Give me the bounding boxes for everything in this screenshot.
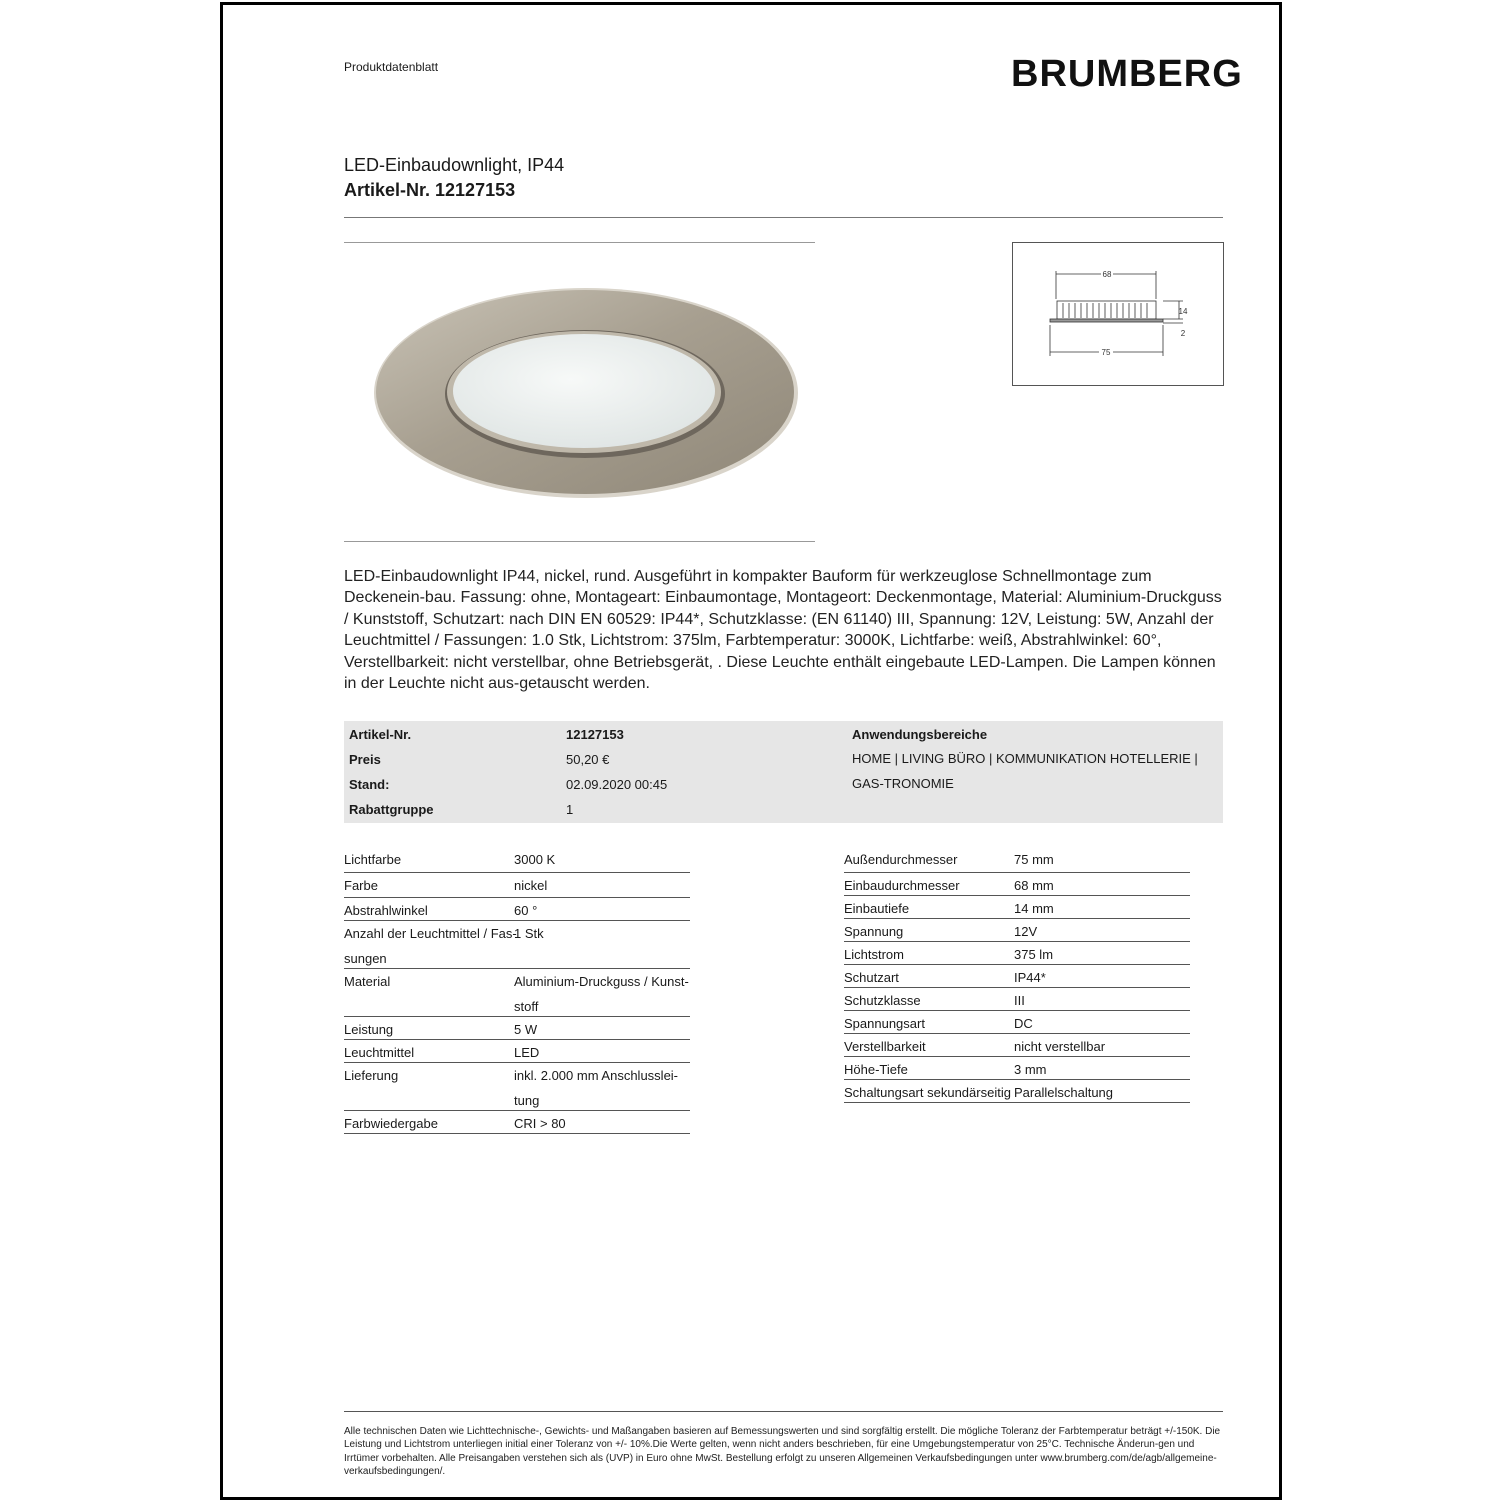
header-divider <box>344 217 1223 218</box>
spec-key: Farbwiedergabe <box>344 1116 438 1131</box>
info-value-article: 12127153 <box>566 727 624 742</box>
product-photo <box>363 280 803 512</box>
spec-value: 60 ° <box>514 903 538 918</box>
spec-value: Parallelschaltung <box>1014 1085 1114 1100</box>
spec-key: Lichtstrom <box>844 947 904 962</box>
info-label-article: Artikel-Nr. <box>349 727 412 742</box>
info-value-date: 02.09.2020 00:45 <box>566 777 668 792</box>
spec-key: Schutzart <box>844 970 899 985</box>
spec-value: 68 mm <box>1014 878 1054 893</box>
info-value-discount: 1 <box>566 802 574 817</box>
spec-key: Spannung <box>844 924 904 939</box>
spec-value: DC <box>1014 1016 1033 1031</box>
spec-row <box>344 847 690 873</box>
spec-key: Schaltungsart sekundärseitig <box>844 1085 1011 1100</box>
spec-row <box>344 1063 690 1111</box>
spec-row <box>344 1040 690 1063</box>
footer-disclaimer: Alle technischen Daten wie Lichttechnische-, Gewichts- und Maßangaben basieren auf Bemessungswerten und sind sorgfältig erstellt. Die mögliche Toleranz der Farbtemperatur beträgt +/-150K. Die Leistung und Lichtstrom unterliegen initial einer Toleranz von +/- 10%.Die Werte gelten, wenn nicht anders beschrieben, für eine Umgebungstemperatur von 25°C. Technische Änderun-gen und Irrtümer vorbehalten. Alle Preisangaben verstehen sich als (UVP) in Euro ohne MwSt. Bestellung erfolgt zu unseren Allgemeinen Verkaufsbedingungen unter www.brumberg.com/de/agb/allgemeine-verkaufsbedingungen/. <box>344 1426 1221 1477</box>
footer-divider <box>344 1411 1223 1412</box>
spec-row <box>844 896 1190 919</box>
spec-row <box>344 873 690 898</box>
spec-value: CRI > 80 <box>514 1116 566 1131</box>
dim-label-bottom: 75 <box>1101 348 1111 357</box>
spec-key: Abstrahlwinkel <box>344 903 428 918</box>
spec-row <box>344 898 690 921</box>
datasheet-page <box>220 2 1282 1500</box>
product-article-number: Artikel-Nr. 12127153 <box>344 180 516 200</box>
spec-row <box>844 919 1190 942</box>
spec-row <box>844 1057 1190 1080</box>
dimension-drawing <box>1013 243 1223 385</box>
applications-text: HOME | LIVING BÜRO | KOMMUNIKATION HOTELLERIE | GAS-TRONOMIE <box>852 751 1198 791</box>
spec-key: Schutzklasse <box>844 993 921 1008</box>
brand-logo: BRUMBERG <box>1011 53 1243 95</box>
spec-value: nicht verstellbar <box>1014 1039 1106 1054</box>
spec-row <box>844 847 1190 873</box>
spec-key: Leistung <box>344 1022 394 1037</box>
document-type-label: Produktdatenblatt <box>344 60 439 74</box>
spec-value: 3000 K <box>514 852 556 867</box>
spec-key: Lichtfarbe <box>344 852 402 867</box>
spec-value: nickel <box>514 878 548 893</box>
info-label-discount: Rabattgruppe <box>349 802 434 817</box>
image-bottom-divider <box>344 541 815 542</box>
spec-row <box>344 1111 690 1134</box>
spec-value: 14 mm <box>1014 901 1054 916</box>
spec-value: 75 mm <box>1014 852 1054 867</box>
spec-key: Leuchtmittel <box>344 1045 415 1060</box>
image-top-divider <box>344 242 815 243</box>
spec-value: 3 mm <box>1014 1062 1047 1077</box>
technical-drawing <box>1012 242 1224 386</box>
spec-row <box>344 921 690 969</box>
spec-row <box>844 1034 1190 1057</box>
spec-key: Verstellbarkeit <box>844 1039 926 1054</box>
spec-value: III <box>1014 993 1025 1008</box>
spec-row <box>844 965 1190 988</box>
spec-key: Material <box>344 974 391 989</box>
spec-value: 375 lm <box>1014 947 1054 962</box>
dim-label-top: 68 <box>1102 270 1112 279</box>
spec-key: Lieferung <box>344 1068 399 1083</box>
spec-key: Spannungsart <box>844 1016 925 1031</box>
spec-table-left <box>344 847 690 1134</box>
spec-row <box>344 969 690 1017</box>
spec-value: LED <box>514 1045 540 1060</box>
spec-value: 1 Stk <box>514 926 544 941</box>
spec-value: inkl. 2.000 mm Anschlusslei-tung <box>514 1068 679 1108</box>
spec-row <box>844 873 1190 896</box>
dim-label-flange: 2 <box>1180 329 1186 338</box>
spec-value: 5 W <box>514 1022 538 1037</box>
info-value-price: 50,20 € <box>566 752 610 767</box>
spec-value: 12V <box>1014 924 1038 939</box>
product-description: LED-Einbaudownlight IP44, nickel, rund. Ausgeführt in kompakter Bauform für werkzeuglose Schnellmontage zum Deckenein-bau. Fassung: ohne, Montageart: Einbaumontage, Montageort: Deckenmontage, Material: Aluminium-Druckguss / Kunststoff, Schutzart: nach DIN EN 60529: IP44*, Schutzklasse: (EN 61140) III, Spannung: 12V, Leistung: 5W, Anzahl der Leuchtmittel / Fassungen: 1.0 Stk, Lichtstrom: 375lm, Farbtemperatur: 3000K, Lichtfarbe: weiß, Abstrahlwinkel: 60°, Verstellbarkeit: nicht verstellbar, ohne Betriebsgerät, . Diese Leuchte enthält eingebaute LED-Lampen. Die Lampen können in der Leuchte nicht aus-getauscht werden. <box>344 568 1222 693</box>
spec-row <box>844 1011 1190 1034</box>
dim-label-height: 14 <box>1178 307 1188 316</box>
spec-key: Einbautiefe <box>844 901 910 916</box>
info-label-date: Stand: <box>349 777 390 792</box>
spec-key: Höhe-Tiefe <box>844 1062 908 1077</box>
spec-row <box>844 1080 1190 1103</box>
spec-key: Einbaudurchmesser <box>844 878 960 893</box>
spec-row <box>844 942 1190 965</box>
spec-row <box>844 988 1190 1011</box>
info-label-price: Preis <box>349 752 381 767</box>
info-box <box>344 721 1223 823</box>
spec-value: Aluminium-Druckguss / Kunst-stoff <box>514 974 689 1014</box>
spec-table-right <box>844 847 1190 1103</box>
applications-title: Anwendungsbereiche <box>852 727 988 742</box>
product-title: LED-Einbaudownlight, IP44 <box>344 155 565 175</box>
spec-key: Farbe <box>344 878 378 893</box>
spec-key: Außendurchmesser <box>844 852 958 867</box>
spec-row <box>344 1017 690 1040</box>
spec-value: IP44* <box>1014 970 1046 985</box>
spec-key: Anzahl der Leuchtmittel / Fas-sungen <box>344 926 517 966</box>
